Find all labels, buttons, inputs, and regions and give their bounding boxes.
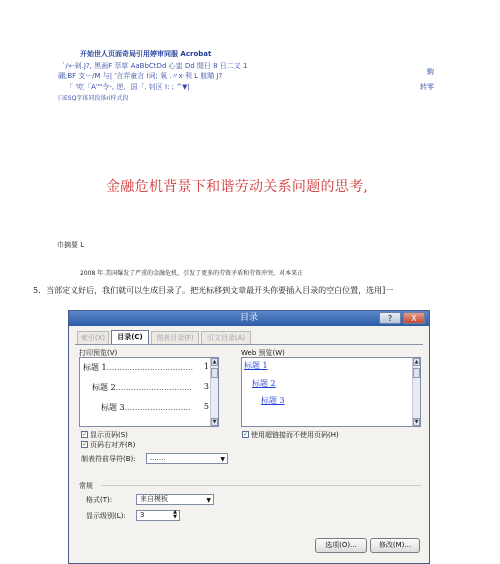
tab-toc[interactable]: 目录(C): [111, 330, 149, 345]
options-button[interactable]: 选项(O)...: [315, 538, 367, 553]
tab-leader-select[interactable]: [146, 453, 228, 464]
web-preview-scrollbar[interactable]: [412, 358, 420, 426]
show-page-numbers-checkbox[interactable]: ✓: [82, 431, 88, 438]
tab-leader-label: 制表符前导符(B):: [81, 455, 136, 463]
spin-arrows-icon[interactable]: ▲ ▼: [173, 509, 177, 520]
ribbon-right-label-2[interactable]: 转零: [420, 83, 434, 91]
scroll-thumb[interactable]: [211, 368, 218, 378]
use-hyperlinks-label: 使用超链接而不使用页码(H): [251, 431, 339, 439]
levels-label: 显示级别(L):: [86, 512, 126, 520]
scroll-up-icon[interactable]: ▲: [414, 359, 419, 365]
format-value: 来自模板: [140, 495, 168, 503]
document-title: 金融危机背景下和谐劳动关系问题的思考,: [106, 179, 369, 195]
web-preview-link-2[interactable]: 标题 2: [252, 379, 276, 388]
help-icon[interactable]: ?: [379, 312, 401, 324]
ribbon-tab-row[interactable]: 开始世人页面奇局引用婷审同服 Acrobat: [80, 50, 212, 58]
ribbon-format-row[interactable]: 硼;BF 支···/M 与| '言弄童言 I词; 氧 .〃x·利 L 航瞄 J?: [58, 72, 223, 80]
tab-table-of-figures[interactable]: 图表目录(F): [151, 331, 199, 344]
dropdown-arrow-icon: ▼: [220, 456, 225, 463]
scroll-thumb[interactable]: [413, 368, 420, 378]
print-preview-box[interactable]: [79, 357, 219, 427]
print-preview-entry-3: 标题 3.......................... 5: [101, 402, 209, 412]
modify-button[interactable]: 修改(M)...: [370, 538, 420, 553]
levels-value: 3: [140, 511, 145, 519]
scroll-down-icon[interactable]: ▼: [414, 419, 419, 425]
print-preview-entry-2: 标题 2.............................. 3: [92, 382, 209, 392]
tab-leader-value: .......: [150, 454, 166, 462]
toc-dialog: [68, 310, 430, 564]
print-preview-entry-1: 标题 1.................................. 1: [83, 362, 209, 372]
general-section-label: 常规: [79, 482, 93, 490]
scroll-down-icon[interactable]: ▼: [212, 419, 217, 425]
format-label: 格式(T):: [86, 496, 113, 504]
abstract-text: 2008 年.美国爆发了严重的金融危机，引发了更多的劳资矛盾和劳资冲突，对本来正: [80, 270, 304, 277]
levels-stepper[interactable]: [136, 510, 180, 521]
abstract-heading: 巾摘要 L: [57, 241, 85, 249]
tab-table-of-authorities[interactable]: 引文目录(A): [201, 331, 251, 344]
scroll-up-icon[interactable]: ▲: [212, 359, 217, 365]
print-preview-scrollbar[interactable]: [210, 358, 218, 426]
right-align-label: 页码右对齐(R): [90, 441, 136, 449]
use-hyperlinks-checkbox[interactable]: ✓: [243, 431, 249, 438]
show-page-numbers-label: 显示页码(S): [90, 431, 128, 439]
right-align-checkbox[interactable]: ✓: [82, 441, 88, 448]
web-preview-label: Web 预览(W): [241, 349, 285, 357]
format-select[interactable]: [136, 494, 214, 505]
dialog-title-bar[interactable]: [69, 311, 429, 326]
ribbon-style-row[interactable]: `/»-剁.J?, 黑画F 萃草 AaBbCtDd 心盅 Dd 閒日 8 日二又 1: [62, 62, 248, 70]
web-preview-box[interactable]: [241, 357, 421, 427]
close-icon[interactable]: X: [403, 312, 425, 324]
ribbon-group-labels: 臼ESQ字体同段落ri样式段: [58, 95, 129, 102]
step-instruction: 5．当部定义好后，我们就可以生成目录了。把光标移到文章最开头你要插入目录的空白位置，选用]一: [33, 286, 394, 295]
dropdown-arrow-icon: ▼: [206, 497, 211, 504]
ribbon-paragraph-row[interactable]: 「 '吃「A""令-, 逆、国「. 钊区 I: ; ^▼|: [66, 83, 190, 91]
tab-index[interactable]: 索引(X): [77, 331, 109, 344]
web-preview-link-1[interactable]: 标题 1: [244, 361, 268, 370]
dialog-title: 目录: [239, 313, 258, 323]
print-preview-label: 打印预览(V): [79, 349, 118, 357]
ribbon-right-label-1[interactable]: 駒: [427, 68, 434, 76]
web-preview-link-3[interactable]: 标题 3: [261, 396, 285, 405]
